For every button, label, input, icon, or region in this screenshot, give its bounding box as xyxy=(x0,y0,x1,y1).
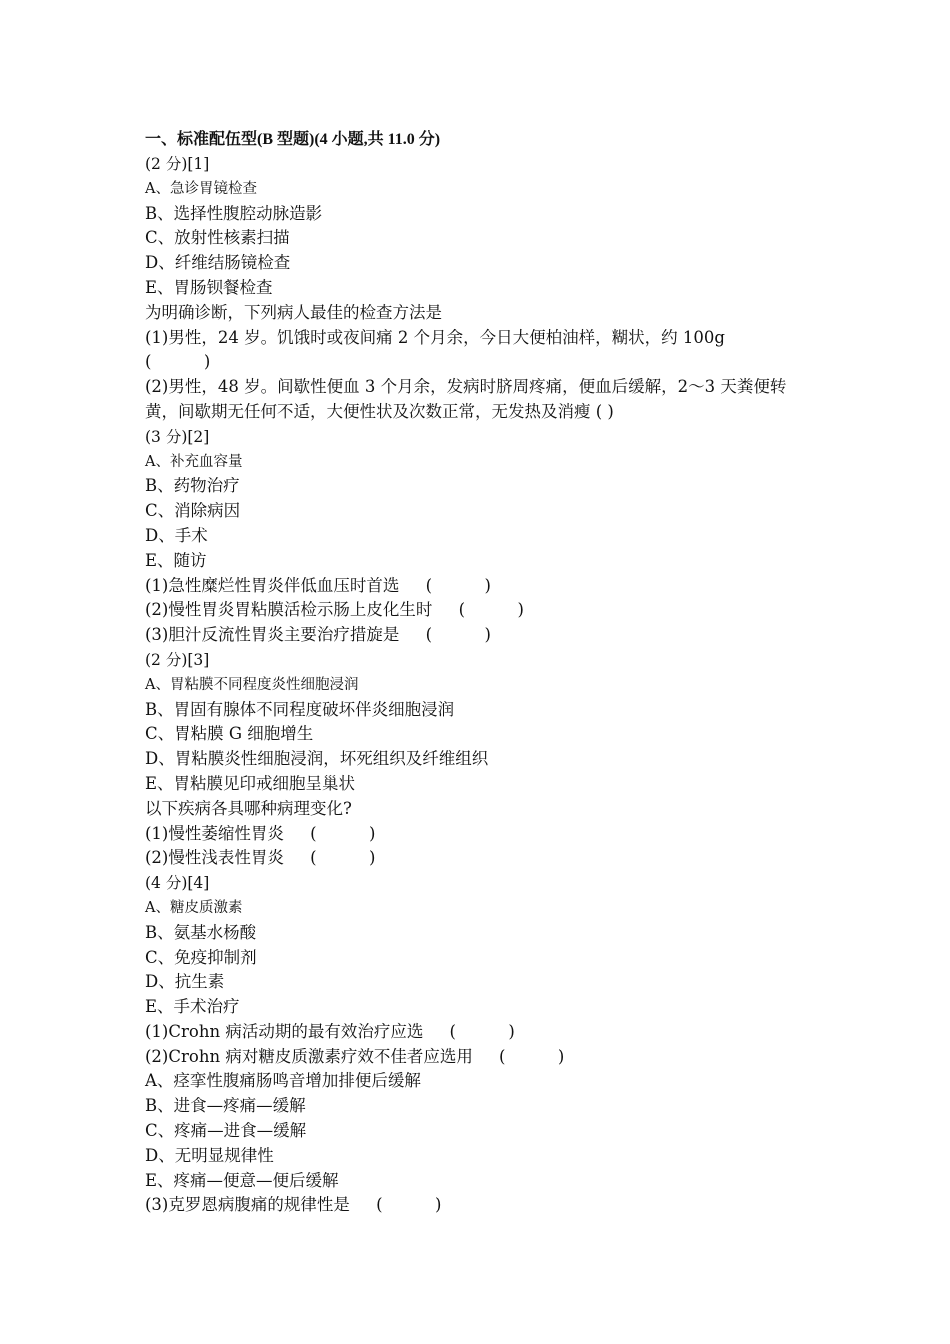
answer-option: B、胃固有腺体不同程度破坏伴炎细胞浸润 xyxy=(145,699,455,719)
text-line: 为明确诊断，下列病人最佳的检查方法是 xyxy=(145,302,442,322)
answer-option: A、糖皮质激素 xyxy=(145,899,243,916)
answer-option: D、无明显规律性 xyxy=(145,1145,274,1165)
question-item: (2)Crohn 病对糖皮质激素疗效不佳者应选用 ( ) xyxy=(145,1046,565,1066)
question-item: (1)Crohn 病活动期的最有效治疗应选 ( ) xyxy=(145,1021,515,1041)
answer-option: C、免疫抑制剂 xyxy=(145,947,257,967)
question-item: (1)男性，24 岁。饥饿时或夜间痛 2 个月余，今日大便柏油样，糊状，约 100g xyxy=(145,327,725,347)
answer-option: E、胃肠钡餐检查 xyxy=(145,277,273,297)
question-item: (1)急性糜烂性胃炎伴低血压时首选 ( ) xyxy=(145,575,491,595)
answer-blank: ( ) xyxy=(145,352,211,372)
section-title: 一、标准配伍型(B 型题)(4 小题,共 11.0 分) xyxy=(145,131,441,148)
document-page xyxy=(145,128,825,1218)
answer-option: B、药物治疗 xyxy=(145,476,240,496)
answer-option: E、疼痛—便意—便后缓解 xyxy=(145,1170,339,1190)
answer-option: E、胃粘膜见印戒细胞呈巢状 xyxy=(145,773,356,793)
answer-option: E、手术治疗 xyxy=(145,997,240,1017)
question-lines xyxy=(145,152,825,1218)
question-item: (1)慢性萎缩性胃炎 ( ) xyxy=(145,823,376,843)
question-item: (3)胆汁反流性胃炎主要治疗措旋是 ( ) xyxy=(145,625,491,645)
question-item: (2)男性，48 岁。间歇性便血 3 个月余，发病时脐周疼痛，便血后缓解，2～3 天粪便转黄，间歇期无任何不适，大便性状及次数正常，无发热及消瘦 ( ) xyxy=(145,377,787,421)
question-item: (2)慢性浅表性胃炎 ( ) xyxy=(145,848,376,868)
answer-option: C、放射性核素扫描 xyxy=(145,228,290,248)
question-item: (3)克罗恩病腹痛的规律性是 ( ) xyxy=(145,1195,442,1215)
question-score-header: (4 分)[4] xyxy=(145,874,210,893)
answer-option: C、疼痛—进食—缓解 xyxy=(145,1121,307,1141)
question-item: (2)慢性胃炎胃粘膜活检示肠上皮化生时 ( ) xyxy=(145,600,524,620)
answer-option: D、纤维结肠镜检查 xyxy=(145,253,291,273)
answer-option: A、痉挛性腹痛肠鸣音增加排便后缓解 xyxy=(145,1071,421,1091)
answer-option: A、急诊胃镜检查 xyxy=(145,180,257,197)
answer-option: B、进食—疼痛—缓解 xyxy=(145,1096,306,1116)
answer-option: C、消除病因 xyxy=(145,501,241,521)
answer-option: E、随访 xyxy=(145,550,207,570)
answer-option: D、抗生素 xyxy=(145,972,225,992)
answer-option: B、氨基水杨酸 xyxy=(145,922,257,942)
answer-option: D、胃粘膜炎性细胞浸润，坏死组织及纤维组织 xyxy=(145,749,489,769)
text-line: 以下疾病各具哪种病理变化? xyxy=(145,798,352,818)
question-score-header: (2 分)[1] xyxy=(145,155,210,173)
question-score-header: (2 分)[3] xyxy=(145,650,210,669)
answer-option: A、补充血容量 xyxy=(145,453,243,470)
answer-option: B、选择性腹腔动脉造影 xyxy=(145,203,323,223)
answer-option: D、手术 xyxy=(145,525,208,545)
answer-option: C、胃粘膜 G 细胞增生 xyxy=(145,724,314,744)
answer-option: A、胃粘膜不同程度炎性细胞浸润 xyxy=(145,676,359,693)
question-score-header: (3 分)[2] xyxy=(145,427,210,446)
